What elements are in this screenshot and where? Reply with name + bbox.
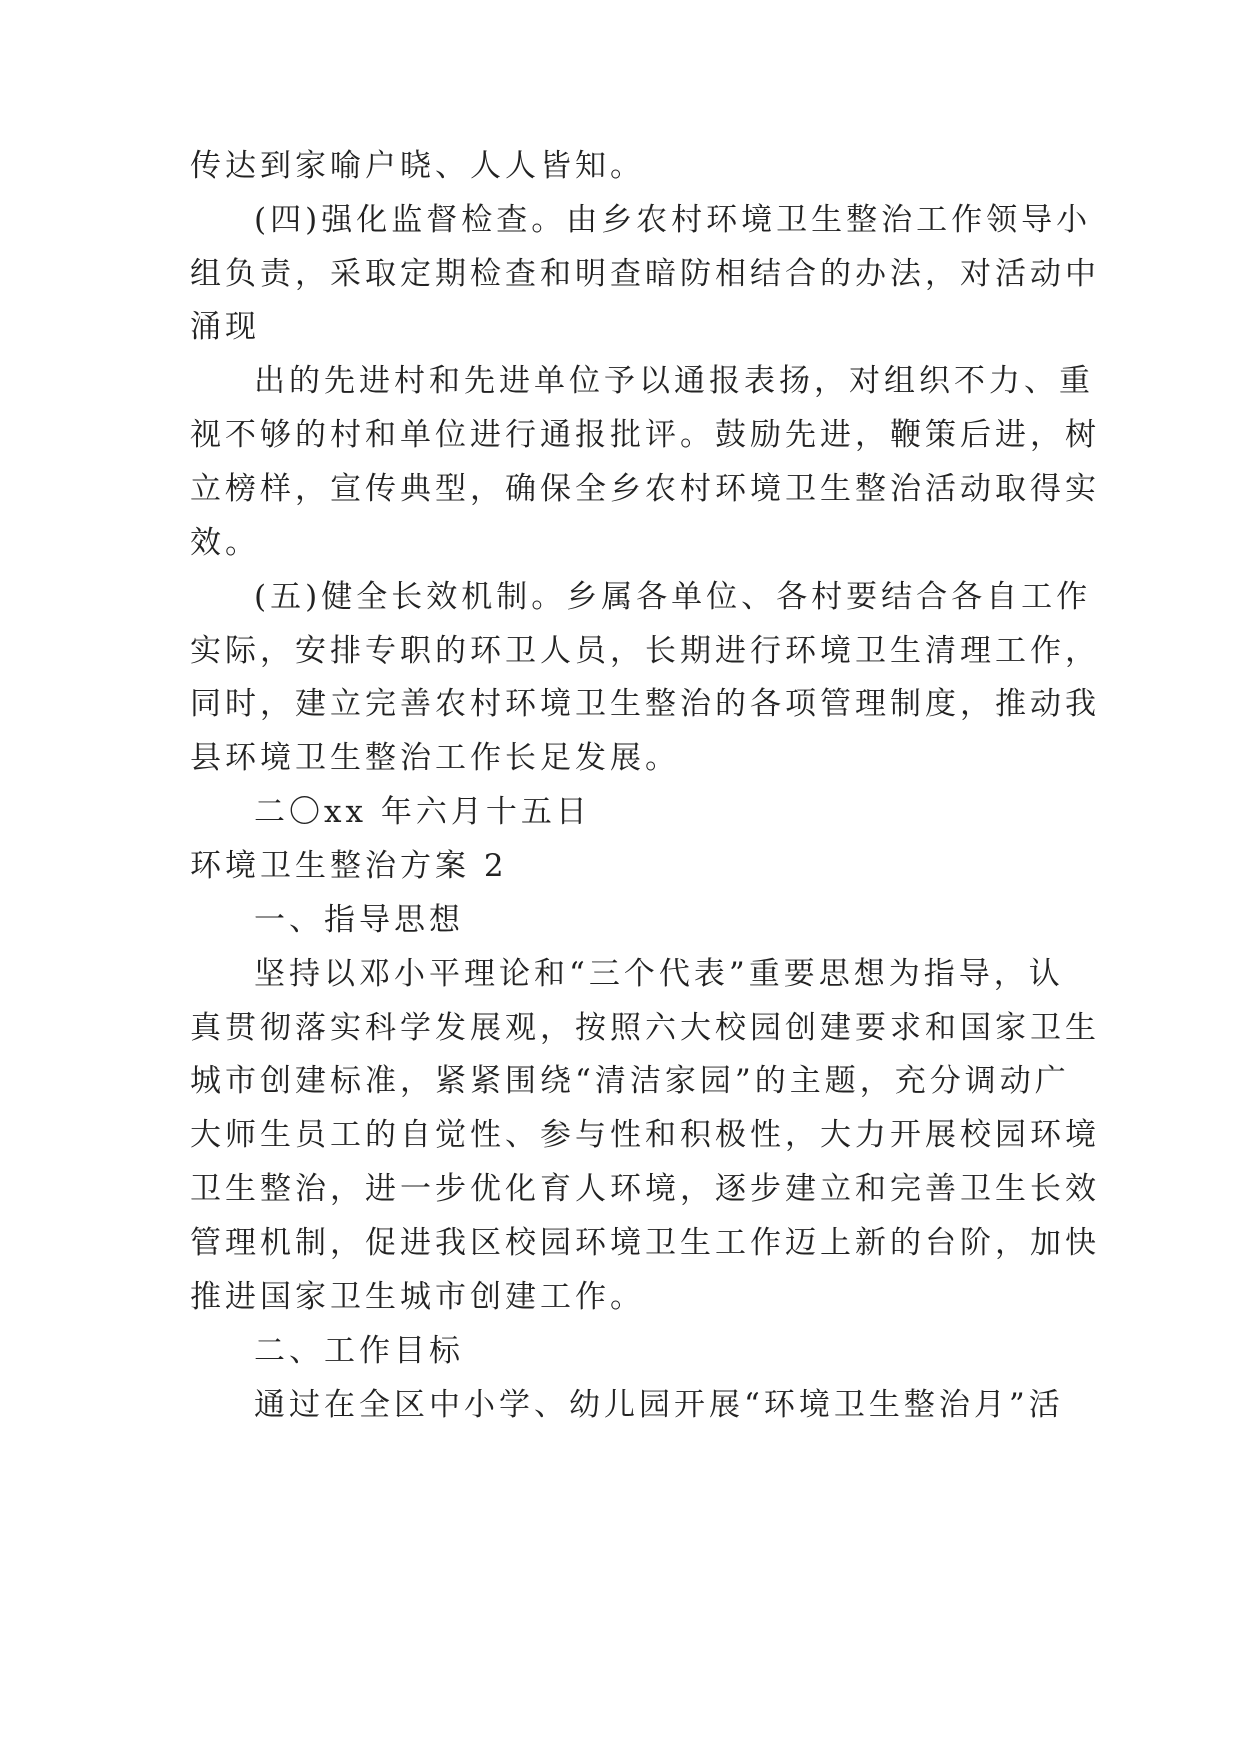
heading-guiding-thought: 一、指导思想	[254, 902, 464, 938]
text-line: 通过在全区中小学、幼儿园开展“环境卫生整治月”活	[254, 1387, 1064, 1423]
text-line: (五)健全长效机制。乡属各单位、各村要结合各自工作	[254, 579, 1092, 615]
heading-work-goals: 二、工作目标	[254, 1333, 464, 1369]
text-line: 视不够的村和单位进行通报批评。鼓励先进，鞭策后进，树	[190, 417, 1100, 453]
text-line: 真贯彻落实科学发展观，按照六大校园创建要求和国家卫生	[190, 1010, 1100, 1046]
text-line: 效。	[190, 525, 260, 561]
text-line: (四)强化监督检查。由乡农村环境卫生整治工作领导小	[254, 202, 1092, 238]
text-line: 推进国家卫生城市创建工作。	[190, 1279, 645, 1315]
text-line: 组负责，采取定期检查和明查暗防相结合的办法，对活动中	[190, 256, 1100, 292]
text-line: 同时，建立完善农村环境卫生整治的各项管理制度，推动我	[190, 686, 1100, 722]
text-line: 立榜样，宣传典型，确保全乡农村环境卫生整治活动取得实	[190, 471, 1100, 507]
date-line: 二〇xx 年六月十五日	[254, 794, 591, 830]
text-line: 坚持以邓小平理论和“三个代表”重要思想为指导，认	[254, 956, 1064, 992]
text-line: 实际，安排专职的环卫人员，长期进行环境卫生清理工作，	[190, 633, 1100, 669]
text-line: 传达到家喻户晓、人人皆知。	[190, 148, 645, 184]
text-line: 卫生整治，进一步优化育人环境，逐步建立和完善卫生长效	[190, 1171, 1100, 1207]
text-line: 县环境卫生整治工作长足发展。	[190, 740, 680, 776]
text-line: 管理机制，促进我区校园环境卫生工作迈上新的台阶，加快	[190, 1225, 1100, 1261]
text-line: 城市创建标准，紧紧围绕“清洁家园”的主题，充分调动广	[190, 1063, 1070, 1099]
text-line: 大师生员工的自觉性、参与性和积极性，大力开展校园环境	[190, 1117, 1100, 1153]
section-title: 环境卫生整治方案 2	[190, 848, 508, 884]
text-line: 出的先进村和先进单位予以通报表扬，对组织不力、重	[254, 363, 1094, 399]
text-line: 涌现	[190, 309, 260, 345]
